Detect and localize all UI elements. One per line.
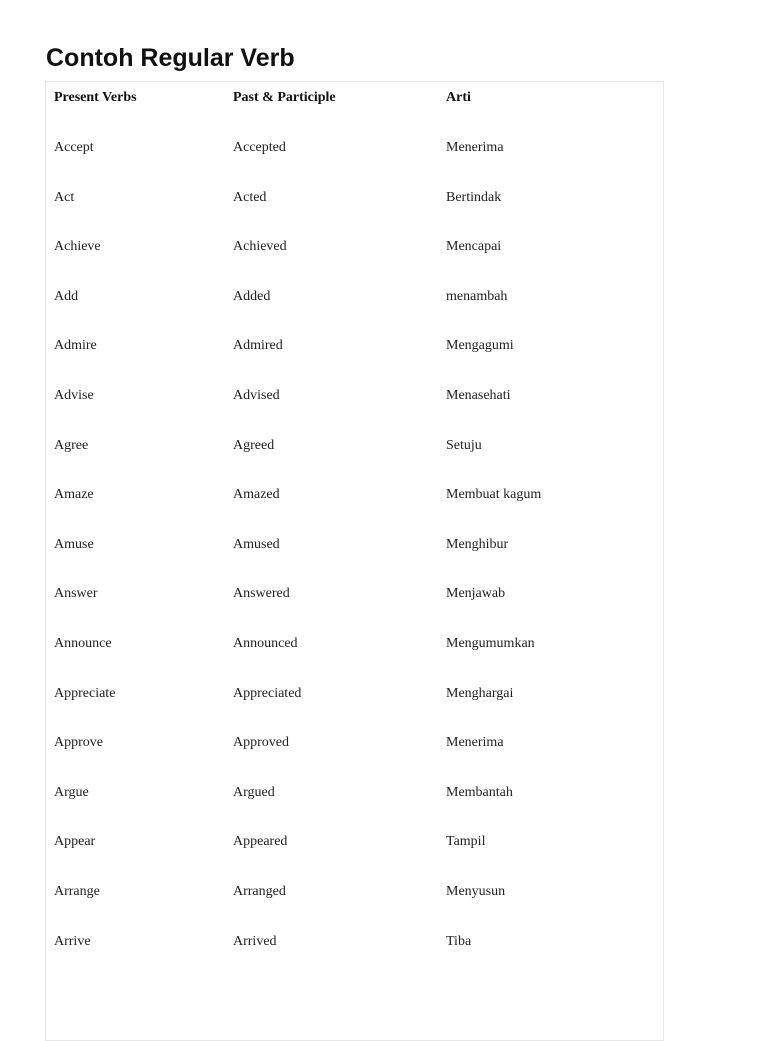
cell-present: Arrive: [54, 934, 91, 949]
cell-arti: Menjawab: [446, 586, 506, 601]
cell-past: Accepted: [233, 140, 286, 155]
cell-present: Agree: [54, 438, 89, 453]
cell-present: Advise: [54, 388, 94, 403]
cell-present: Argue: [54, 785, 89, 800]
column-header-present: Present Verbs: [54, 90, 137, 105]
cell-past: Argued: [233, 785, 275, 800]
cell-past: Amazed: [233, 487, 280, 502]
cell-arti: Menerima: [446, 140, 504, 155]
cell-arti: Menghargai: [446, 686, 514, 701]
column-header-arti: Arti: [446, 90, 471, 105]
cell-past: Advised: [233, 388, 280, 403]
cell-past: Acted: [233, 190, 267, 205]
cell-present: Achieve: [54, 239, 101, 254]
cell-arti: Mengagumi: [446, 338, 514, 353]
cell-arti: Membantah: [446, 785, 513, 800]
cell-past: Appreciated: [233, 686, 302, 701]
cell-present: Answer: [54, 586, 98, 601]
cell-arti: Menasehati: [446, 388, 511, 403]
cell-past: Announced: [233, 636, 298, 651]
cell-arti: Bertindak: [446, 190, 502, 205]
column-header-past: Past & Participle: [233, 90, 336, 105]
cell-present: Act: [54, 190, 75, 205]
cell-arti: Tiba: [446, 934, 472, 949]
cell-present: Amuse: [54, 537, 94, 552]
cell-past: Arranged: [233, 884, 286, 899]
cell-past: Amused: [233, 537, 280, 552]
verb-table: [45, 81, 664, 1041]
cell-present: Accept: [54, 140, 94, 155]
cell-arti: Mengumumkan: [446, 636, 535, 651]
cell-arti: Membuat kagum: [446, 487, 542, 502]
cell-present: Announce: [54, 636, 112, 651]
cell-past: Achieved: [233, 239, 287, 254]
cell-past: Appeared: [233, 834, 288, 849]
cell-arti: Menghibur: [446, 537, 509, 552]
cell-past: Agreed: [233, 438, 275, 453]
cell-arti: menambah: [446, 289, 508, 304]
cell-present: Add: [54, 289, 79, 304]
cell-present: Admire: [54, 338, 97, 353]
cell-arti: Mencapai: [446, 239, 502, 254]
cell-past: Admired: [233, 338, 283, 353]
cell-arti: Tampil: [446, 834, 486, 849]
cell-present: Amaze: [54, 487, 94, 502]
cell-arti: Setuju: [446, 438, 482, 453]
cell-arti: Menerima: [446, 735, 504, 750]
cell-past: Arrived: [233, 934, 277, 949]
cell-arti: Menyusun: [446, 884, 506, 899]
cell-past: Approved: [233, 735, 289, 750]
cell-past: Added: [233, 289, 271, 304]
page-title: Contoh Regular Verb: [46, 44, 295, 72]
cell-past: Answered: [233, 586, 290, 601]
cell-present: Approve: [54, 735, 103, 750]
cell-present: Appear: [54, 834, 96, 849]
cell-present: Arrange: [54, 884, 100, 899]
cell-present: Appreciate: [54, 686, 116, 701]
